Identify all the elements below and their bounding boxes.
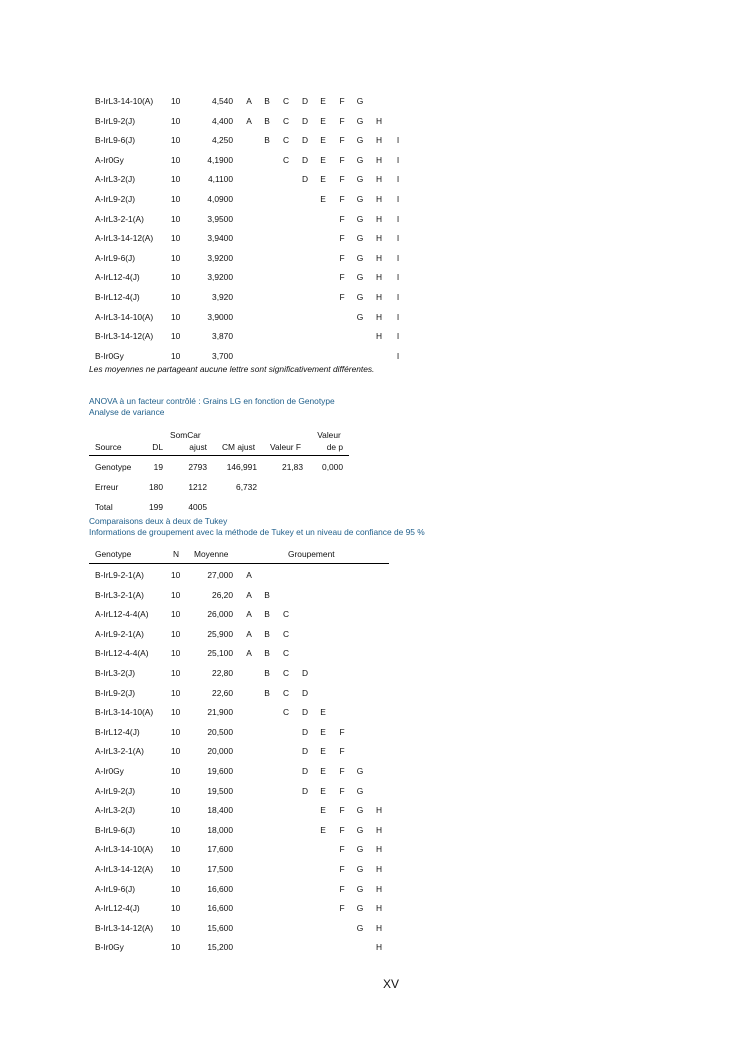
group-letter: B: [264, 589, 270, 600]
cm-cell: 6,732: [236, 482, 257, 492]
table-row: [0, 823, 745, 837]
mean-cell: 19,500: [207, 785, 233, 796]
n-cell: 10: [171, 883, 181, 894]
group-letter: B: [264, 628, 270, 639]
n-cell: 10: [171, 785, 181, 796]
table-row: [0, 500, 745, 514]
mean-cell: 3,870: [212, 331, 233, 342]
anova-title: ANOVA à un facteur contrôlé : Grains LG en fonction de Genotype: [89, 396, 335, 406]
group-letter: F: [339, 766, 345, 776]
group-letter: I: [396, 272, 400, 283]
genotype-cell: B-IrL12-4(J): [95, 726, 140, 737]
header-ajust: ajust: [189, 442, 207, 452]
group-letter: A: [246, 628, 252, 639]
genotype-cell: A-IrL9-6(J): [95, 252, 136, 263]
group-letter: H: [375, 194, 383, 204]
genotype-cell: A-IrL12-4-4(A): [95, 609, 149, 620]
group-letter: E: [320, 96, 326, 106]
n-cell: 10: [171, 746, 181, 757]
group-letter: E: [320, 824, 326, 835]
table-row: [0, 231, 745, 245]
mean-cell: 4,250: [212, 135, 233, 146]
n-cell: 10: [171, 194, 181, 204]
significance-note: Les moyennes ne partageant aucune lettre sont significativement différentes.: [89, 364, 375, 374]
group-letter: F: [339, 96, 345, 106]
group-letter: H: [375, 154, 383, 165]
group-letter: H: [375, 292, 383, 302]
genotype-cell: A-IrL9-6(J): [95, 883, 136, 894]
group-letter: G: [356, 194, 364, 204]
table-row: [0, 842, 745, 856]
mean-cell: 17,500: [207, 864, 233, 874]
p-cell: 0,000: [322, 462, 343, 472]
mean-cell: 3,9200: [207, 272, 233, 283]
group-letter: F: [339, 194, 345, 204]
group-letter: E: [320, 174, 326, 185]
genotype-cell: A-IrL9-2-1(A): [95, 628, 144, 639]
group-letter: I: [396, 233, 400, 244]
genotype-cell: B-IrL3-14-10(A): [95, 707, 154, 718]
group-letter: F: [339, 746, 345, 757]
genotype-cell: B-Ir0Gy: [95, 942, 124, 953]
genotype-cell: A-IrL3-14-10(A): [95, 311, 154, 322]
n-cell: 10: [171, 589, 181, 600]
table-row: [0, 251, 745, 265]
group-letter: I: [396, 154, 400, 165]
n-cell: 10: [171, 844, 181, 855]
group-letter: F: [339, 844, 345, 855]
group-letter: H: [375, 115, 383, 126]
group-letter: B: [264, 135, 270, 146]
n-cell: 10: [171, 609, 181, 620]
group-letter: A: [246, 115, 252, 126]
group-letter: G: [356, 233, 364, 244]
group-letter: F: [339, 805, 345, 816]
header-source: Source: [95, 442, 122, 452]
header-moyenne: Moyenne: [194, 549, 229, 559]
genotype-cell: B-IrL12-4-4(A): [95, 648, 149, 659]
group-letter: G: [356, 154, 364, 165]
n-cell: 10: [171, 292, 181, 302]
mean-cell: 17,600: [207, 844, 233, 855]
tukey-header: [0, 547, 745, 561]
genotype-cell: A-Ir0Gy: [95, 766, 124, 776]
group-letter: G: [356, 785, 364, 796]
genotype-cell: A-IrL9-2(J): [95, 785, 136, 796]
genotype-cell: B-IrL3-14-12(A): [95, 331, 154, 342]
table-row: [0, 940, 745, 954]
group-letter: H: [375, 233, 383, 244]
genotype-cell: A-IrL9-2(J): [95, 194, 136, 204]
table-row: [0, 882, 745, 896]
group-letter: F: [339, 864, 345, 874]
n-cell: 10: [171, 331, 181, 342]
mean-cell: 16,600: [207, 883, 233, 894]
header-cm-ajust: CM ajust: [222, 442, 256, 452]
genotype-cell: A-IrL3-2-1(A): [95, 746, 144, 757]
group-letter: F: [339, 292, 345, 302]
n-cell: 10: [171, 805, 181, 816]
table-row: [0, 212, 745, 226]
group-letter: F: [339, 272, 345, 283]
group-letter: F: [339, 252, 345, 263]
group-letter: H: [375, 844, 383, 855]
group-letter: G: [356, 766, 364, 776]
mean-cell: 20,500: [207, 726, 233, 737]
group-letter: F: [339, 883, 345, 894]
n-cell: 10: [171, 687, 181, 698]
tukey-subtitle: Informations de groupement avec la méthode de Tukey et un niveau de confiance de 95 %: [89, 527, 425, 537]
n-cell: 10: [171, 942, 181, 953]
mean-cell: 20,000: [207, 746, 233, 757]
group-letter: D: [301, 96, 309, 106]
group-letter: B: [264, 609, 270, 620]
group-letter: G: [356, 883, 364, 894]
group-letter: C: [282, 628, 290, 639]
n-cell: 10: [171, 648, 181, 659]
group-letter: I: [396, 252, 400, 263]
genotype-cell: B-IrL9-6(J): [95, 824, 136, 835]
n-cell: 10: [171, 570, 181, 580]
group-letter: E: [320, 707, 326, 718]
group-letter: H: [375, 922, 383, 933]
genotype-cell: B-Ir0Gy: [95, 350, 124, 361]
n-cell: 10: [171, 213, 181, 224]
table-row: [0, 568, 745, 582]
table-row: [0, 133, 745, 147]
group-letter: B: [264, 668, 270, 678]
genotype-cell: B-IrL9-6(J): [95, 135, 136, 146]
group-letter: H: [375, 864, 383, 874]
genotype-cell: A-IrL3-14-12(A): [95, 233, 154, 244]
group-letter: H: [375, 174, 383, 185]
group-letter: G: [356, 135, 364, 146]
mean-cell: 15,200: [207, 942, 233, 953]
genotype-cell: B-IrL3-2-1(A): [95, 589, 144, 600]
group-letter: D: [301, 154, 309, 165]
group-letter: H: [375, 213, 383, 224]
group-letter: C: [282, 115, 290, 126]
table-row: [0, 349, 745, 363]
group-letter: C: [282, 609, 290, 620]
somcar-cell: 4005: [188, 502, 207, 512]
genotype-cell: A-IrL3-2(J): [95, 805, 136, 816]
table-row: [0, 114, 745, 128]
n-cell: 10: [171, 766, 181, 776]
source-cell: Erreur: [95, 482, 119, 492]
mean-cell: 22,80: [212, 668, 233, 678]
mean-cell: 4,1100: [208, 174, 233, 185]
mean-cell: 4,400: [212, 115, 233, 126]
group-letter: I: [396, 174, 400, 185]
group-letter: H: [375, 903, 383, 914]
group-letter: A: [246, 648, 252, 659]
genotype-cell: B-IrL3-2(J): [95, 668, 136, 678]
mean-cell: 18,400: [207, 805, 233, 816]
group-letter: I: [396, 311, 400, 322]
mean-cell: 19,600: [207, 766, 233, 776]
group-letter: G: [356, 844, 364, 855]
genotype-cell: A-IrL3-2-1(A): [95, 213, 144, 224]
n-cell: 10: [171, 668, 181, 678]
table-row: [0, 153, 745, 167]
table-row: [0, 607, 745, 621]
tukey-title: Comparaisons deux à deux de Tukey: [89, 516, 228, 526]
mean-cell: 25,100: [207, 648, 233, 659]
n-cell: 10: [171, 154, 181, 165]
table-row: [0, 784, 745, 798]
n-cell: 10: [171, 726, 181, 737]
group-letter: I: [396, 350, 400, 361]
table-row: [0, 329, 745, 343]
n-cell: 10: [171, 272, 181, 283]
group-letter: E: [320, 154, 326, 165]
group-letter: C: [282, 687, 290, 698]
group-letter: F: [339, 154, 345, 165]
group-letter: D: [301, 707, 309, 718]
group-letter: G: [356, 864, 364, 874]
mean-cell: 26,000: [207, 609, 233, 620]
n-cell: 10: [171, 707, 181, 718]
group-letter: E: [320, 726, 326, 737]
n-cell: 10: [171, 628, 181, 639]
group-letter: G: [356, 252, 364, 263]
mean-cell: 4,540: [212, 96, 233, 106]
anova-header-rule: [89, 455, 349, 456]
table-row: [0, 460, 745, 474]
group-letter: I: [396, 213, 400, 224]
group-letter: F: [339, 785, 345, 796]
table-row: [0, 666, 745, 680]
table-row: [0, 901, 745, 915]
group-letter: G: [356, 805, 364, 816]
group-letter: G: [356, 213, 364, 224]
mean-cell: 22,60: [212, 687, 233, 698]
genotype-cell: B-IrL12-4(J): [95, 292, 140, 302]
group-letter: B: [264, 648, 270, 659]
genotype-cell: A-IrL3-14-10(A): [95, 844, 154, 855]
group-letter: G: [356, 922, 364, 933]
source-cell: Genotype: [95, 462, 132, 472]
n-cell: 10: [171, 864, 181, 874]
group-letter: D: [301, 766, 309, 776]
group-letter: H: [375, 252, 383, 263]
table-row: [0, 480, 745, 494]
group-letter: A: [246, 609, 252, 620]
genotype-cell: A-IrL3-14-12(A): [95, 864, 154, 874]
group-letter: H: [375, 135, 383, 146]
group-letter: E: [320, 805, 326, 816]
group-letter: F: [339, 115, 345, 126]
table-row: [0, 803, 745, 817]
genotype-cell: B-IrL9-2-1(A): [95, 570, 144, 580]
dl-cell: 180: [149, 482, 163, 492]
mean-cell: 26,20: [212, 589, 233, 600]
group-letter: H: [375, 805, 383, 816]
f-cell: 21,83: [282, 462, 303, 472]
table-row: [0, 764, 745, 778]
group-letter: G: [356, 824, 364, 835]
group-letter: G: [356, 903, 364, 914]
table-row: [0, 270, 745, 284]
group-letter: A: [246, 96, 252, 106]
group-letter: H: [375, 272, 383, 283]
table-row: [0, 310, 745, 324]
genotype-cell: A-IrL12-4(J): [95, 272, 140, 283]
group-letter: D: [301, 174, 309, 185]
anova-subtitle: Analyse de variance: [89, 407, 165, 417]
group-letter: H: [375, 883, 383, 894]
group-letter: I: [396, 331, 400, 342]
table-row: [0, 588, 745, 602]
group-letter: G: [356, 96, 364, 106]
mean-cell: 25,900: [207, 628, 233, 639]
group-letter: E: [320, 135, 326, 146]
n-cell: 10: [171, 233, 181, 244]
group-letter: F: [339, 174, 345, 185]
n-cell: 10: [171, 96, 181, 106]
mean-cell: 4,1900: [207, 154, 233, 165]
n-cell: 10: [171, 115, 181, 126]
mean-cell: 3,700: [212, 350, 233, 361]
group-letter: E: [320, 766, 326, 776]
group-letter: B: [264, 687, 270, 698]
mean-cell: 21,900: [207, 707, 233, 718]
group-letter: F: [339, 903, 345, 914]
header-de-p: de p: [326, 442, 343, 452]
source-cell: Total: [95, 502, 113, 512]
header-genotype: Genotype: [95, 549, 132, 559]
group-letter: D: [301, 115, 309, 126]
group-letter: F: [339, 824, 345, 835]
n-cell: 10: [171, 824, 181, 835]
mean-cell: 3,9000: [207, 311, 233, 322]
table-row: [0, 921, 745, 935]
table-row: [0, 646, 745, 660]
group-letter: D: [301, 668, 309, 678]
group-letter: F: [339, 726, 345, 737]
genotype-cell: B-IrL3-14-10(A): [95, 96, 154, 106]
genotype-cell: B-IrL9-2(J): [95, 115, 136, 126]
page-number: XV: [383, 977, 400, 991]
group-letter: G: [356, 174, 364, 185]
table-row: [0, 744, 745, 758]
group-letter: G: [356, 292, 364, 302]
table-row: [0, 94, 745, 108]
header-dl: DL: [152, 442, 163, 452]
group-letter: D: [301, 746, 309, 757]
header-valeur: Valeur: [317, 430, 341, 440]
anova-header-line2: [0, 440, 745, 454]
group-letter: E: [320, 785, 326, 796]
table-row: [0, 725, 745, 739]
header-valeur-f: Valeur F: [270, 442, 302, 452]
table-row: [0, 290, 745, 304]
group-letter: D: [301, 785, 309, 796]
header-somcar: SomCar: [170, 430, 201, 440]
group-letter: G: [356, 115, 364, 126]
mean-cell: 4,0900: [207, 194, 233, 204]
group-letter: C: [282, 96, 290, 106]
header-n: N: [173, 549, 180, 559]
group-letter: B: [264, 96, 270, 106]
mean-cell: 16,600: [207, 903, 233, 914]
table-row: [0, 627, 745, 641]
n-cell: 10: [171, 903, 181, 914]
table-row: [0, 705, 745, 719]
group-letter: F: [339, 213, 345, 224]
cm-cell: 146,991: [226, 462, 257, 472]
header-groupement: Groupement: [288, 549, 335, 559]
dl-cell: 19: [153, 462, 163, 472]
group-letter: C: [282, 154, 290, 165]
group-letter: A: [246, 589, 252, 600]
group-letter: H: [375, 331, 383, 342]
group-letter: I: [396, 194, 400, 204]
somcar-cell: 2793: [188, 462, 207, 472]
group-letter: F: [339, 135, 345, 146]
group-letter: C: [282, 668, 290, 678]
group-letter: E: [320, 194, 326, 204]
genotype-cell: B-IrL9-2(J): [95, 687, 136, 698]
tukey-header-rule: [89, 563, 389, 564]
group-letter: E: [320, 115, 326, 126]
group-letter: H: [375, 824, 383, 835]
n-cell: 10: [171, 252, 181, 263]
mean-cell: 3,9400: [207, 233, 233, 244]
group-letter: A: [246, 570, 252, 580]
group-letter: G: [356, 272, 364, 283]
n-cell: 10: [171, 311, 181, 322]
group-letter: D: [301, 135, 309, 146]
mean-cell: 3,920: [212, 292, 233, 302]
n-cell: 10: [171, 174, 181, 185]
group-letter: B: [264, 115, 270, 126]
group-letter: D: [301, 687, 309, 698]
group-letter: H: [375, 942, 383, 953]
mean-cell: 27,000: [207, 570, 233, 580]
group-letter: I: [396, 135, 400, 146]
genotype-cell: B-IrL3-14-12(A): [95, 922, 154, 933]
n-cell: 10: [171, 350, 181, 361]
genotype-cell: A-Ir0Gy: [95, 154, 124, 165]
somcar-cell: 1212: [188, 482, 207, 492]
group-letter: G: [356, 311, 364, 322]
group-letter: C: [282, 648, 290, 659]
table-row: [0, 172, 745, 186]
group-letter: E: [320, 746, 326, 757]
dl-cell: 199: [149, 502, 163, 512]
n-cell: 10: [171, 922, 181, 933]
group-letter: F: [339, 233, 345, 244]
group-letter: I: [396, 292, 400, 302]
mean-cell: 15,600: [207, 922, 233, 933]
genotype-cell: A-IrL3-2(J): [95, 174, 136, 185]
mean-cell: 3,9200: [207, 252, 233, 263]
mean-cell: 3,9500: [207, 213, 233, 224]
mean-cell: 18,000: [207, 824, 233, 835]
table-row: [0, 192, 745, 206]
table-row: [0, 686, 745, 700]
group-letter: C: [282, 135, 290, 146]
n-cell: 10: [171, 135, 181, 146]
group-letter: H: [375, 311, 383, 322]
genotype-cell: A-IrL12-4(J): [95, 903, 140, 914]
group-letter: C: [282, 707, 290, 718]
table-row: [0, 862, 745, 876]
group-letter: D: [301, 726, 309, 737]
